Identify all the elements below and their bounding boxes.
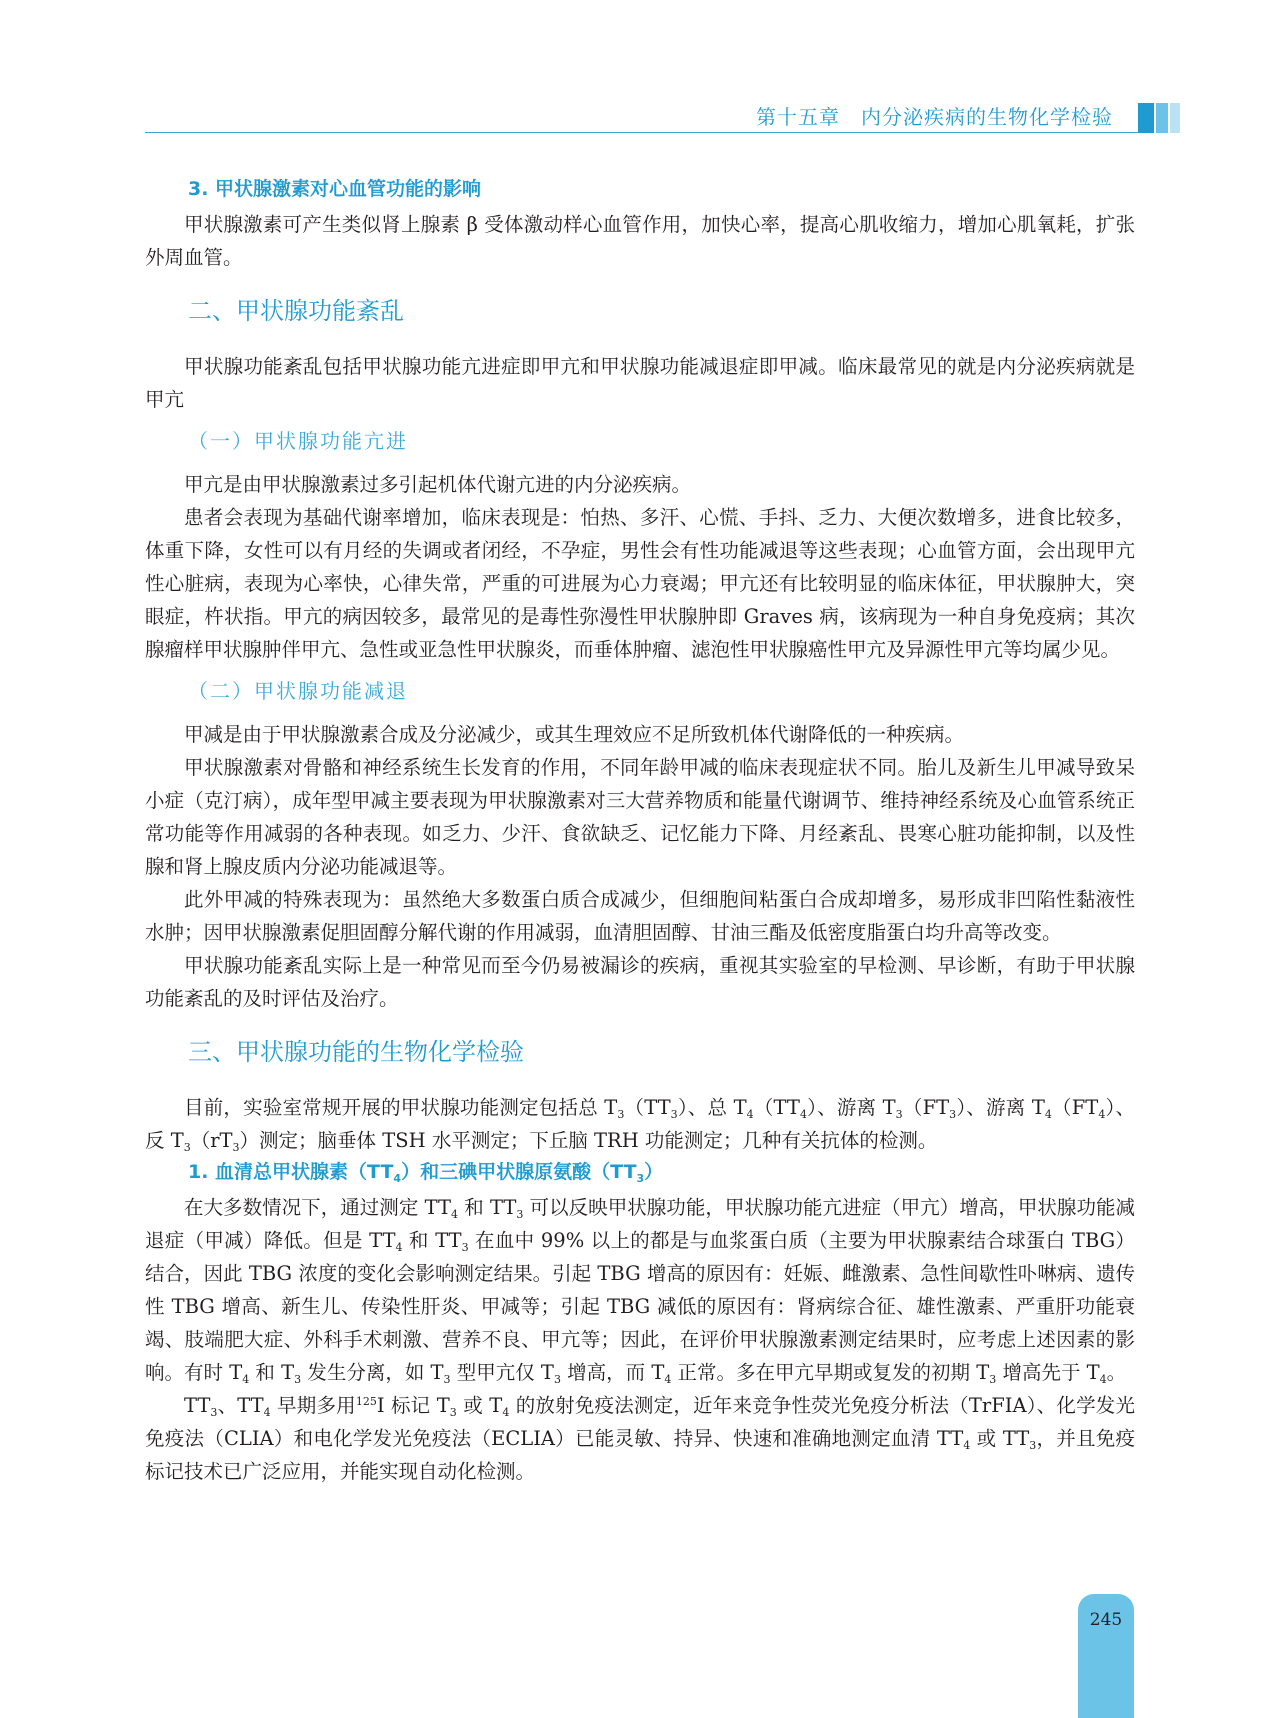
section-heading-biochem: 三、甲状腺功能的生物化学检验: [188, 1038, 524, 1066]
page-body: [145, 170, 1135, 1488]
subsection-heading-cardiovascular: 3. 甲状腺激素对心血管功能的影响: [188, 178, 482, 200]
header-rule: [145, 132, 1140, 133]
paragraph-hyper-1: 甲亢是由甲状腺激素过多引起机体代谢亢进的内分泌疾病。: [184, 473, 692, 496]
heading-hyperthyroidism: （一）甲状腺功能亢进: [188, 429, 408, 453]
paragraph-hypo-2: 甲状腺激素对骨骼和神经系统生长发育的作用，不同年龄甲减的临床表现症状不同。胎儿及新生儿甲减导致呆小症（克汀病），成年型甲减主要表现为甲状腺激素对三大营养物质和能量代谢调节、维持神经系统及心血管系统正常功能等作用减弱的各种表现。如乏力、少汗、食欲缺乏、记忆能力下降、月经紊乱、畏寒心脏功能抑制，以及性腺和肾上腺皮质内分泌功能减退等。: [145, 756, 1135, 878]
chapter-title: 第十五章 内分泌疾病的生物化学检验: [756, 105, 1113, 129]
paragraph-cardiovascular: 甲状腺激素可产生类似肾上腺素 β 受体激动样心血管作用，加快心率，提高心肌收缩力，增加心肌氧耗，扩张外周血管。: [145, 213, 1135, 269]
heading-hypothyroidism: （二）甲状腺功能减退: [188, 679, 408, 703]
header-color-bars: [1138, 103, 1188, 133]
paragraph-disorder-intro: 甲状腺功能紊乱包括甲状腺功能亢进症即甲亢和甲状腺功能减退症即甲减。临床最常见的就是内分泌疾病就是甲亢: [145, 355, 1135, 411]
page-number: 245: [1089, 1610, 1123, 1630]
paragraph-hypo-3: 此外甲减的特殊表现为：虽然绝大多数蛋白质合成减少，但细胞间粘蛋白合成却增多，易形成非凹陷性黏液性水肿；因甲状腺激素促胆固醇分解代谢的作用减弱，血清胆固醇、甘油三酯及低密度脂蛋白均升高等改变。: [145, 888, 1135, 944]
header-bar-dark: [1138, 103, 1154, 133]
header-bar-light: [1170, 103, 1180, 133]
subsection-heading-tt4-tt3: 1. 血清总甲状腺素$(TT_4)$和三碘甲状腺原氨酸$(TT_3)$: [188, 1161, 664, 1185]
paragraph-biochem-intro: 目前，实验室常规开展的甲状腺功能测定包括总 $T_3(TT_3)$、总 $T_4(TT_4)$、游离 $T_3(FT_3)$、游离 $T_4(FT_4)$、反 $T_3(rT_3)$测定；脑垂体 TSH 水平测定；下丘脑 TRH 功能测定；几种有关抗体的检测。: [145, 1096, 1135, 1154]
paragraph-hyper-2: 患者会表现为基础代谢率增加，临床表现是：怕热、多汗、心慌、手抖、乏力、大便次数增多，进食比较多，体重下降，女性可以有月经的失调或者闭经，不孕症，男性会有性功能减退等这些表现；心血管方面，会出现甲亢性心脏病，表现为心率快，心律失常，严重的可进展为心力衰竭；甲亢还有比较明显的临床体征，甲状腺肿大，突眼症，杵状指。甲亢的病因较多，最常见的是毒性弥漫性甲状腺肿即 Graves 病，该病现为一种自身免疫病；其次腺瘤样甲状腺肿伴甲亢、急性或亚急性甲状腺炎，而垂体肿瘤、滤泡性甲状腺癌性甲亢及异源性甲亢等均属少见。: [145, 506, 1135, 661]
paragraph-hypo-4: 甲状腺功能紊乱实际上是一种常见而至今仍易被漏诊的疾病，重视其实验室的早检测、早诊断，有助于甲状腺功能紊乱的及时评估及治疗。: [145, 954, 1135, 1010]
header-bar-medium: [1156, 103, 1168, 133]
paragraph-hypo-1: 甲减是由于甲状腺激素合成及分泌减少，或其生理效应不足所致机体代谢降低的一种疾病。: [184, 723, 965, 746]
paragraph-tt4-tt3-1: 在大多数情况下，通过测定 $TT_4$ 和 $TT_3$ 可以反映甲状腺功能，甲状腺功能亢进症（甲亢）增高，甲状腺功能减退症（甲减）降低。但是 $TT_4$ 和 $TT_3$ 在血中 99% 以上的都是与血浆蛋白质（主要为甲状腺素结合球蛋白 TBG）结合，因此 TBG 浓度的变化会影响测定结果。引起 TBG 增高的原因有：妊娠、雌激素、急性间歇性卟啉病、遗传性 TBG 增高、新生儿、传染性肝炎、甲减等；引起 TBG 减低的原因有：肾病综合征、雄性激素、严重肝功能衰竭、肢端肥大症、外科手术刺激、营养不良、甲亢等；因此，在评价甲状腺激素测定结果时，应考虑上述因素的影响。有时 $T_4$ 和 $T_3$ 发生分离，如 $T_3$ 型甲亢仅 $T_3$ 增高，而 $T_4$ 正常。多在甲亢早期或复发的初期 $T_3$ 增高先于 $T_4$。: [145, 1196, 1136, 1386]
paragraph-tt4-tt3-2: $TT_3$、$TT_4$ 早期多用$^{125}$I 标记 $T_3$ 或 $T_4$ 的放射免疫法测定，近年来竞争性荧光免疫分析法（TrFIA）、化学发光免疫法（CLIA）和电化学发光免疫法（ECLIA）已能灵敏、持异、快速和准确地测定血清 $TT_4$ 或 $TT_3$，并且免疫标记技术已广泛应用，并能实现自动化检测。: [145, 1394, 1135, 1483]
section-heading-disorder: 二、甲状腺功能紊乱: [188, 297, 404, 325]
